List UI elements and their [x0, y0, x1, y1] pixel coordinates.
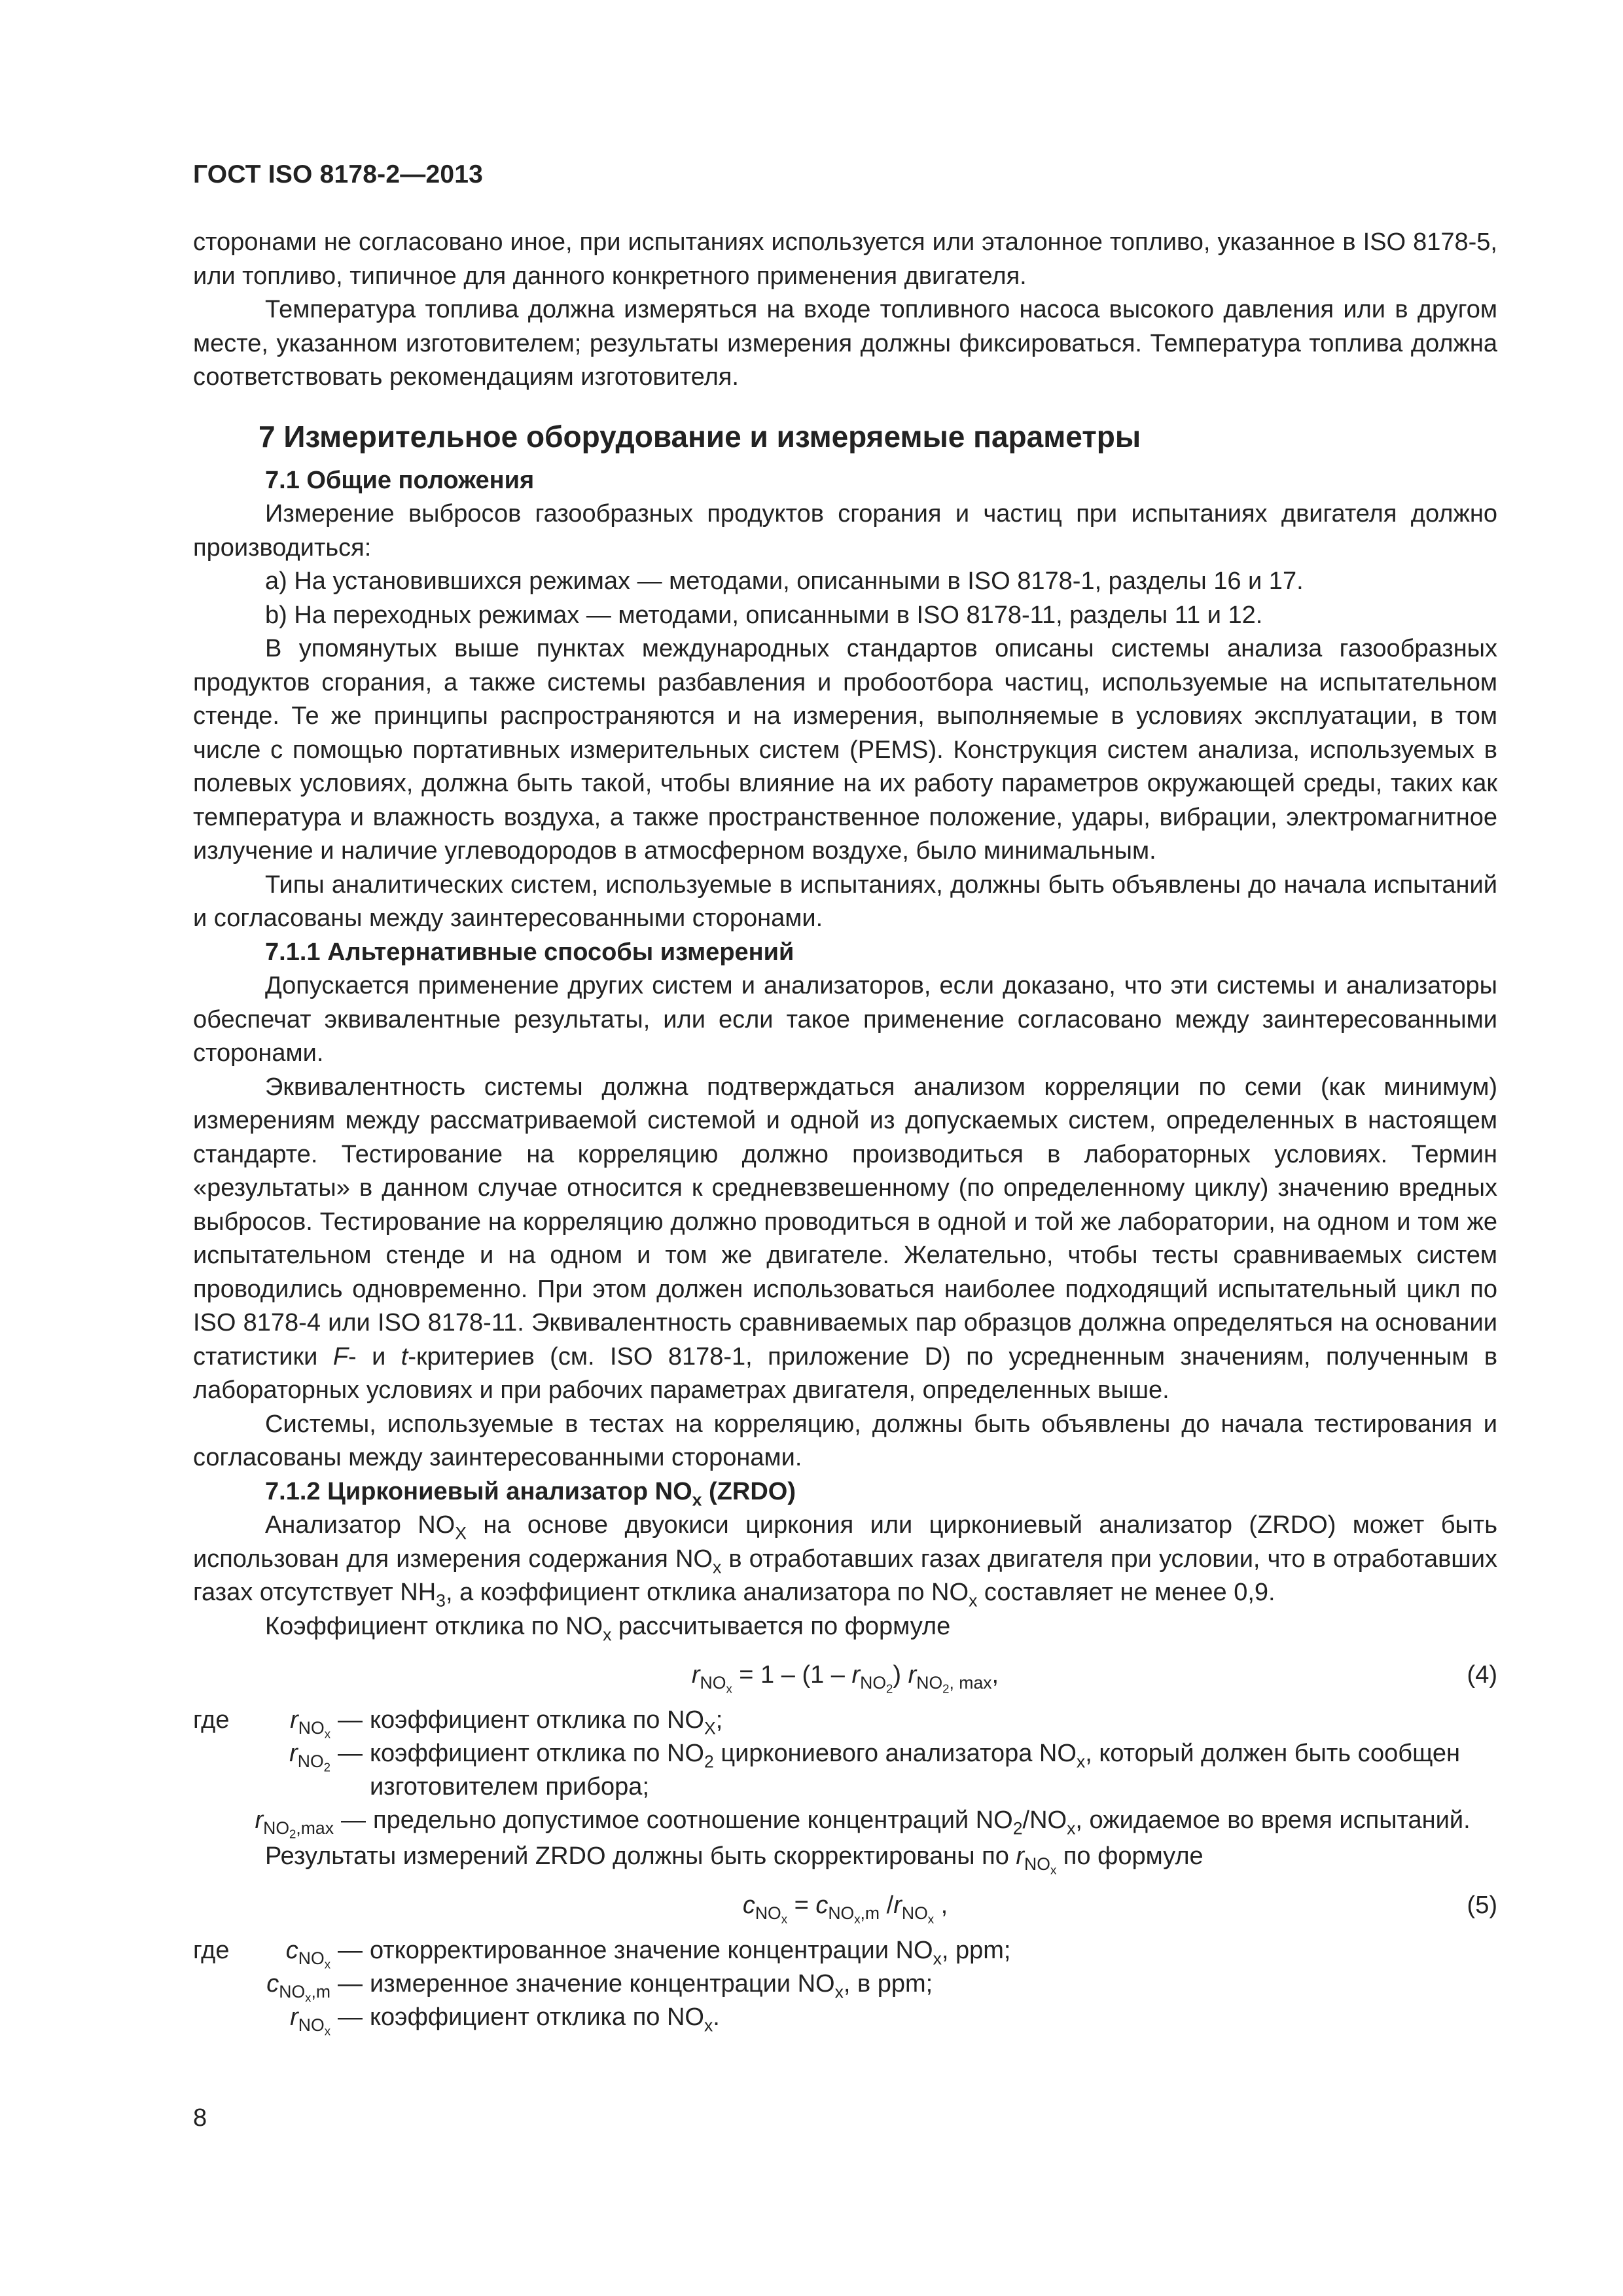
- paragraph: Измерение выбросов газообразных продуктов сгорания и частиц при испытаниях двигателя должно производиться:: [193, 500, 1497, 562]
- paragraph: Коэффициент отклика по $NO_x$ рассчитывается по формуле: [265, 1612, 951, 1644]
- list-item-a: a) На установившихся режимах — методами, описанными в ISO 8178-1, разделы 16 и 17.: [265, 567, 1304, 595]
- formula-expression: $c_{NO_x} = c_{NO_x,m}$ $/r_{NO_x}$ ,: [742, 1891, 948, 1926]
- section-heading-7-1-2: 7.1.2 Циркониевый анализатор $NO_x$ (ZRDO): [265, 1477, 796, 1509]
- definitions-list: [193, 1704, 1497, 1841]
- list-item-b: b) На переходных режимах — методами, описанными в ISO 8178-11, разделы 11 и 12.: [265, 601, 1263, 629]
- paragraph: сторонами не согласовано иное, при испытаниях используется или эталонное топливо, указанное в ISO 8178-5, или топливо, типичное для данного конкретного применения двигателя.: [193, 228, 1497, 290]
- section-heading-7-1-1: 7.1.1 Альтернативные способы измерений: [265, 938, 794, 966]
- document-header: ГОСТ ISO 8178-2—2013: [193, 160, 483, 188]
- definition-row: $r_{NO_2,max}$ — предельно допустимое соотношение концентраций $NO_2/NO_x$, ожидаемое во время испытаний.: [255, 1806, 1471, 1841]
- paragraph: В упомянутых выше пунктах международных стандартов описаны системы анализа газообразных продуктов сгорания, а также системы разбавления и пробоотбора частиц, используемые на испытательном стенде. Те же принципы распространяются и на измерения, выполняемые в условиях эксплуатации, в том числе с помощью портативных измерительных систем (PEMS). Конструкция систем анализа, используемых в полевых условиях, должна быть такой, чтобы влияние на их работу параметров окружающей среды, таких как температура и влажность воздуха, а также пространственное положение, удары, вибрации, электромагнитное излучение и наличие углеводородов в атмосферном воздухе, было минимальным.: [193, 635, 1497, 865]
- definition-row: $c_{NO_x,m}$ — измеренное значение концентрации $NO_x$, в ppm;: [266, 1969, 933, 2005]
- formula-expression: $r_{NO_x} = 1 - (1 - r_{NO_2})$ $r_{NO_2, max}$,: [691, 1661, 999, 1696]
- document-body: [193, 226, 1497, 2037]
- section-heading-7: 7 Измерительное оборудование и измеряемые параметры: [259, 419, 1141, 454]
- definitions-list: [193, 1934, 1497, 2038]
- paragraph: Допускается применение других систем и анализаторов, если доказано, что эти системы и анализаторы обеспечат эквивалентные результаты, или если такое применение согласовано между заинтересованными сторонами.: [193, 972, 1497, 1067]
- formula-4: [193, 1651, 1497, 1698]
- formula-5: [193, 1882, 1497, 1929]
- paragraph: Температура топлива должна измеряться на входе топливного насоса высокого давления или в другом месте, указанном изготовителем; результаты измерения должны фиксироваться. Температура топлива должна соответствовать рекомендациям изготовителя.: [193, 296, 1497, 391]
- definition-row: где $r_{NO_x}$ — коэффициент отклика по $NO_X$;: [193, 1706, 723, 1741]
- paragraph: Системы, используемые в тестах на корреляцию, должны быть объявлены до начала тестирования и согласованы между заинтересованными сторонами.: [193, 1410, 1497, 1471]
- definition-row: где $c_{NO_x}$ — откорректированное значение концентрации $NO_x$, ppm;: [193, 1936, 1011, 1971]
- equation-number: (4): [1467, 1661, 1497, 1689]
- paragraph: Анализатор $NO_X$ на основе двуокиси циркония или циркониевый анализатор (ZRDO) может быть использован для измерения содержания $NO_x$ в отработавших газах двигателя при условии, что в отработавших газах отсутствует $NH_3$, а коэффициент отклика анализатора по $NO_x$ составляет не менее 0,9.: [193, 1511, 1498, 1611]
- definition-row: $r_{NO_x}$ — коэффициент отклика по $NO_x$.: [290, 2003, 720, 2038]
- page-number: 8: [193, 2104, 207, 2132]
- section-heading-7-1: 7.1 Общие положения: [265, 466, 535, 494]
- paragraph: Эквивалентность системы должна подтверждаться анализом корреляции по семи (как минимум) измерениям между рассматриваемой системой и одной из допускаемых систем, определенных в настоящем стандарте. Тестирование на корреляцию должно производиться в лабораторных условиях. Термин «результаты» в данном случае относится к средневзвешенному (по определенному циклу) значению вредных выбросов. Тестирование на корреляцию должно проводиться в одной и той же лаборатории, на одном и том же испытательном стенде и на одном и том же двигателе. Желательно, чтобы тесты сравниваемых систем проводились одновременно. При этом должен использоваться наиболее подходящий испытательный цикл по ISO 8178-4 или ISO 8178-11. Эквивалентность сравниваемых пар образцов должна определяться на основании статистики F- и t-критериев (см. ISO 8178-1, приложение D) по усредненным значениям, полученным в лабораторных условиях и при рабочих параметрах двигателя, определенных выше.: [193, 1073, 1498, 1404]
- paragraph: Результаты измерений ZRDO должны быть скорректированы по $r_{NO_x}$ по формуле: [265, 1842, 1204, 1877]
- equation-number: (5): [1467, 1891, 1497, 1919]
- definition-row: $r_{NO_2}$ — коэффициент отклика по $NO_2$ циркониевого анализатора $NO_x$, который должен быть сообщен изготовителем прибора;: [289, 1740, 1461, 1801]
- paragraph: Типы аналитических систем, используемые в испытаниях, должны быть объявлены до начала испытаний и согласованы между заинтересованными сторонами.: [193, 870, 1497, 932]
